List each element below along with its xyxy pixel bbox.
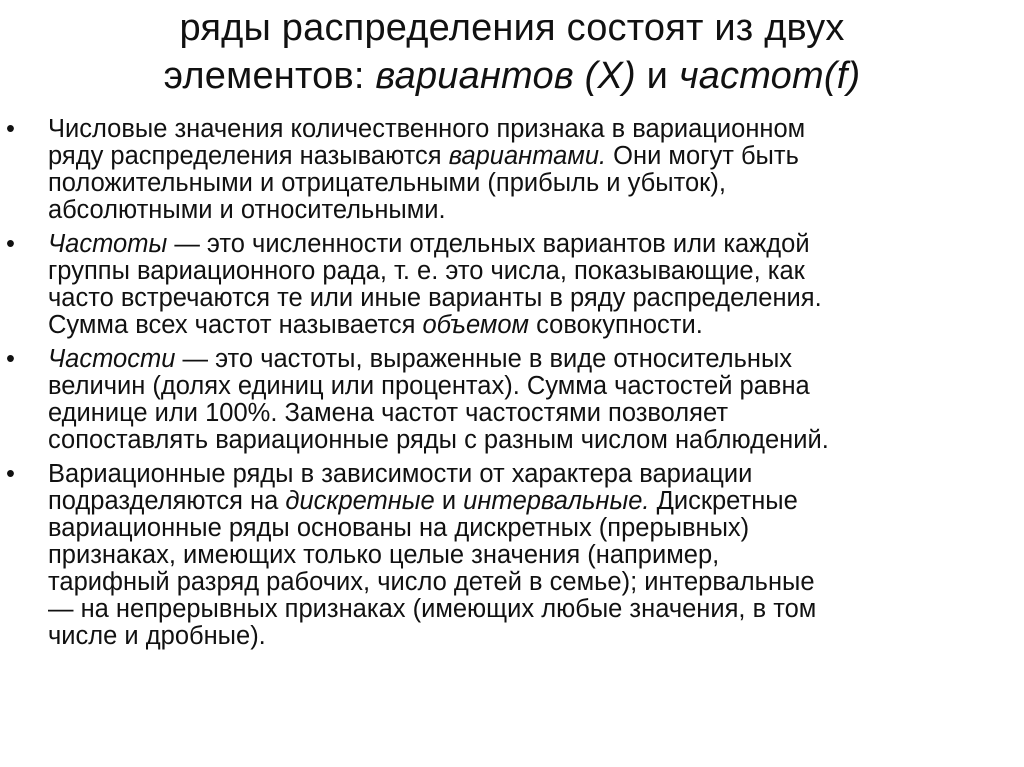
bullet-line <box>48 461 1024 488</box>
title-variants-term: вариантов (X) <box>375 55 636 97</box>
italic-term: дискретные <box>285 487 435 515</box>
italic-term: вариантами. <box>448 142 607 170</box>
italic-term: Частости <box>48 345 176 373</box>
text-segment: — это численности отдельных вариантов или каждой <box>167 230 810 258</box>
slide-title <box>0 0 1024 100</box>
text-segment: часто встречаются те или иные варианты в ряду распределения. <box>48 284 822 312</box>
bullet-line <box>48 488 1024 515</box>
text-segment: совокупности. <box>529 311 703 339</box>
text-segment: абсолютными и относительными. <box>48 196 446 224</box>
title-line-1: ряды распределения состоят из двух <box>179 7 845 49</box>
bullet-line <box>48 231 1024 258</box>
text-segment: — это частоты, выраженные в виде относительных <box>175 345 793 373</box>
text-segment: Числовые значения количественного признака в вариационном <box>48 115 806 143</box>
bullet-line <box>48 515 1024 542</box>
text-segment: единице или 100%. Замена частот частостями позволяет <box>48 399 729 427</box>
bullet-line <box>48 623 1024 650</box>
title-line-2 <box>0 52 1024 100</box>
bullet-list <box>0 116 1024 657</box>
title-conjunction: и <box>635 55 679 97</box>
bullet-item <box>0 461 1024 650</box>
bullet-line <box>48 569 1024 596</box>
italic-term: интервальные. <box>463 487 650 515</box>
bullet-line <box>48 285 1024 312</box>
bullet-line <box>48 596 1024 623</box>
italic-term: Частоты <box>48 230 168 258</box>
bullet-line <box>48 312 1024 339</box>
text-segment: числе и дробные). <box>48 622 266 650</box>
bullet-line <box>48 258 1024 285</box>
text-segment: — на непрерывных признаках (имеющих любые значения, в том <box>48 595 817 623</box>
bullet-item <box>0 116 1024 224</box>
bullet-dot-icon: • <box>6 230 15 258</box>
text-segment: Вариационные ряды в зависимости от характера вариации <box>48 460 753 488</box>
text-segment: положительными и отрицательными (прибыль и убыток), <box>48 169 726 197</box>
bullet-line <box>48 143 1024 170</box>
text-segment: группы вариационного рада, т. е. это числа, показывающие, как <box>48 257 805 285</box>
text-segment: вариационные ряды основаны на дискретных (прерывных) <box>48 514 750 542</box>
title-line-2-plain: элементов: <box>163 55 376 97</box>
bullet-dot-icon: • <box>6 115 15 143</box>
text-segment: Сумма всех частот называется <box>48 311 423 339</box>
bullet-dot-icon: • <box>6 460 15 488</box>
bullet-item <box>0 346 1024 454</box>
text-segment: подразделяются на <box>48 487 286 515</box>
text-segment: ряду распределения называются <box>48 142 449 170</box>
bullet-line <box>48 170 1024 197</box>
text-segment: величин (долях единиц или процентах). Сумма частостей равна <box>48 372 810 400</box>
italic-term: объемом <box>422 311 530 339</box>
bullet-line <box>48 373 1024 400</box>
title-frequencies-term: частот(f) <box>678 55 861 97</box>
bullet-line <box>48 116 1024 143</box>
bullet-line <box>48 427 1024 454</box>
text-segment: тарифный разряд рабочих, число детей в семье); интервальные <box>48 568 815 596</box>
bullet-line <box>48 542 1024 569</box>
bullet-line <box>48 400 1024 427</box>
bullet-item <box>0 231 1024 339</box>
text-segment: сопоставлять вариационные ряды с разным числом наблюдений. <box>48 426 829 454</box>
text-segment: и <box>434 487 464 515</box>
text-segment: Дискретные <box>649 487 798 515</box>
text-segment: Они могут быть <box>606 142 799 170</box>
bullet-dot-icon: • <box>6 345 15 373</box>
bullet-line <box>48 346 1024 373</box>
bullet-line <box>48 197 1024 224</box>
text-segment: признаках, имеющих только целые значения (например, <box>48 541 720 569</box>
